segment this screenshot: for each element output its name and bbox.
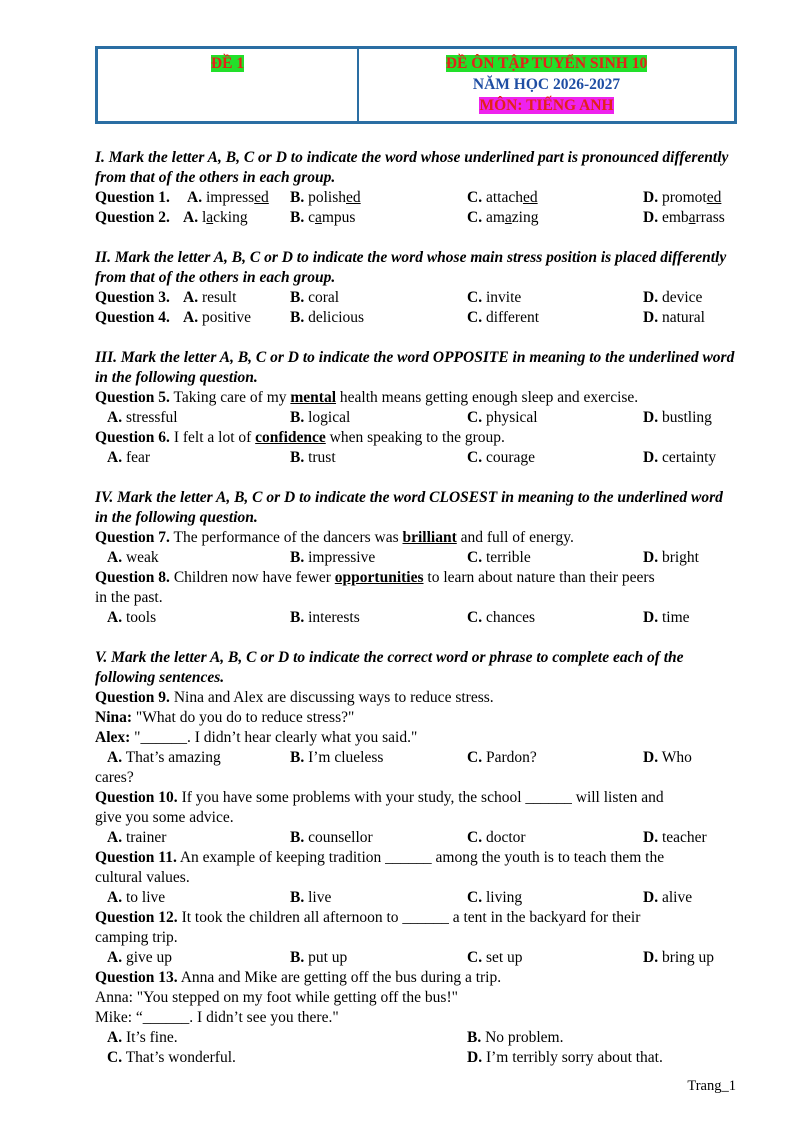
q10-option-c: C. doctor <box>467 829 526 846</box>
q6-option-d: D. certainty <box>643 449 717 466</box>
q8-option-d: D. time <box>643 609 690 626</box>
question-2 <box>95 208 737 228</box>
q9-alex-line: Alex: "______. I didn’t hear clearly what you said." <box>95 729 418 746</box>
question-7: Question 7. The performance of the dancers was brilliant and full of energy. <box>95 529 574 546</box>
q1-option-c: C. attached <box>467 189 538 206</box>
section-1-title: I. Mark the letter A, B, C or D to indicate the word whose underlined part is pronounced differently from that of the others in each group. <box>95 149 729 186</box>
q3-label: Question 3. <box>95 289 170 306</box>
q12-option-a: A. give up <box>107 949 173 966</box>
question-11-cont: cultural values. <box>95 869 190 886</box>
page-number: Trang_1 <box>687 1078 736 1094</box>
q10-option-a: A. trainer <box>107 829 167 846</box>
q11-option-b: B. live <box>290 889 332 906</box>
question-10-cont: give you some advice. <box>95 809 234 826</box>
question-8: Question 8. Children now have fewer opportunities to learn about nature than their peers <box>95 569 655 586</box>
section-5-title: V. Mark the letter A, B, C or D to indicate the correct word or phrase to complete each of the following sentences. <box>95 649 684 686</box>
subject: MÔN: TIẾNG ANH <box>479 97 614 114</box>
q13-option-c: C. That’s wonderful. <box>107 1049 236 1066</box>
header-left-cell <box>97 48 359 123</box>
q7-option-c: C. terrible <box>467 549 531 566</box>
question-6: Question 6. I felt a lot of confidence when speaking to the group. <box>95 429 505 446</box>
q12-option-b: B. put up <box>290 949 348 966</box>
q4-option-d: D. natural <box>643 309 705 326</box>
q8-keyword: opportunities <box>334 569 424 586</box>
exam-code: ĐỀ 1 <box>210 55 245 72</box>
q7-option-d: D. bright <box>643 549 699 566</box>
q1-label: Question 1. <box>95 189 170 206</box>
q1-option-b: B. polished <box>290 189 361 206</box>
question-11: Question 11. An example of keeping tradition ______ among the youth is to teach them the <box>95 849 665 866</box>
q13-option-a: A. It’s fine. <box>107 1029 178 1046</box>
q10-option-d: D. teacher <box>643 829 707 846</box>
exam-page <box>95 46 737 1068</box>
q8-option-c: C. chances <box>467 609 536 626</box>
q9-option-d-cont: cares? <box>95 769 134 786</box>
question-3 <box>95 288 737 308</box>
school-year: NĂM HỌC 2026-2027 <box>472 76 621 93</box>
q13-options-row-1 <box>95 1028 737 1048</box>
q5-option-b: B. logical <box>290 409 351 426</box>
q13-anna-line: Anna: "You stepped on my foot while getting off the bus!" <box>95 989 458 1006</box>
q10-options <box>95 828 737 848</box>
q1-option-a: A. impressed <box>187 189 269 206</box>
question-1 <box>95 188 737 208</box>
q13-option-b: B. No problem. <box>467 1029 564 1046</box>
q4-label: Question 4. <box>95 309 170 326</box>
q4-option-a: A. positive <box>183 309 252 326</box>
q5-keyword: mental <box>290 389 337 406</box>
q7-option-a: A. weak <box>107 549 159 566</box>
q6-option-b: B. trust <box>290 449 336 466</box>
q9-option-c: C. Pardon? <box>467 749 537 766</box>
question-10: Question 10. If you have some problems with your study, the school ______ will listen and <box>95 789 664 806</box>
q11-option-c: C. living <box>467 889 523 906</box>
q2-option-c: C. amazing <box>467 209 539 226</box>
q3-option-c: C. invite <box>467 289 522 306</box>
q11-option-a: A. to live <box>107 889 166 906</box>
q4-option-b: B. delicious <box>290 309 365 326</box>
q3-option-b: B. coral <box>290 289 340 306</box>
q9-option-a: A. That’s amazing <box>107 749 221 766</box>
q4-option-c: C. different <box>467 309 540 326</box>
exam-title: ĐỀ ÔN TẬP TUYỂN SINH 10 <box>445 55 648 72</box>
q9-option-d: D. Who <box>643 749 692 766</box>
q5-option-c: C. physical <box>467 409 538 426</box>
section-4-title: IV. Mark the letter A, B, C or D to indicate the word CLOSEST in meaning to the underlined word in the following question. <box>95 489 723 526</box>
q12-options <box>95 948 737 968</box>
q5-options <box>95 408 737 428</box>
q3-option-d: D. device <box>643 289 703 306</box>
q7-option-b: B. impressive <box>290 549 376 566</box>
question-9: Question 9. Nina and Alex are discussing ways to reduce stress. <box>95 689 494 706</box>
q7-options <box>95 548 737 568</box>
q5-option-d: D. bustling <box>643 409 712 426</box>
q10-option-b: B. counsellor <box>290 829 373 846</box>
q9-option-b: B. I’m clueless <box>290 749 384 766</box>
header-right-cell <box>358 48 736 123</box>
question-8-cont: in the past. <box>95 589 163 606</box>
q2-option-d: D. embarrass <box>643 209 725 226</box>
q6-option-c: C. courage <box>467 449 536 466</box>
q13-options-row-2 <box>95 1048 737 1068</box>
q11-options <box>95 888 737 908</box>
q1-option-d: D. promoted <box>643 189 722 206</box>
question-12-cont: camping trip. <box>95 929 178 946</box>
q2-label: Question 2. <box>95 209 170 226</box>
q8-options <box>95 608 737 628</box>
q11-option-d: D. alive <box>643 889 693 906</box>
question-5: Question 5. Taking care of my mental health means getting enough sleep and exercise. <box>95 389 639 406</box>
q6-options <box>95 448 737 468</box>
section-3-title: III. Mark the letter A, B, C or D to indicate the word OPPOSITE in meaning to the underlined word in the following question. <box>95 349 735 386</box>
header-table <box>95 46 737 124</box>
q8-option-b: B. interests <box>290 609 360 626</box>
q2-option-b: B. campus <box>290 209 356 226</box>
q12-option-c: C. set up <box>467 949 523 966</box>
question-4 <box>95 308 737 328</box>
q6-option-a: A. fear <box>107 449 151 466</box>
q9-options <box>95 748 737 768</box>
q12-option-d: D. bring up <box>643 949 715 966</box>
section-2-title: II. Mark the letter A, B, C or D to indicate the word whose main stress position is placed differently from that of the others in each group. <box>95 249 727 286</box>
q5-option-a: A. stressful <box>107 409 178 426</box>
q2-option-a: A. lacking <box>183 209 248 226</box>
q9-nina-line: Nina: "What do you do to reduce stress?" <box>95 709 355 726</box>
q7-keyword: brilliant <box>402 529 457 546</box>
q3-option-a: A. result <box>183 289 237 306</box>
q13-mike-line: Mike: “______. I didn’t see you there." <box>95 1009 339 1026</box>
q13-option-d: D. I’m terribly sorry about that. <box>467 1049 663 1066</box>
q6-keyword: confidence <box>255 429 326 446</box>
question-12: Question 12. It took the children all afternoon to ______ a tent in the backyard for their <box>95 909 641 926</box>
q8-option-a: A. tools <box>107 609 157 626</box>
question-13: Question 13. Anna and Mike are getting off the bus during a trip. <box>95 969 502 986</box>
